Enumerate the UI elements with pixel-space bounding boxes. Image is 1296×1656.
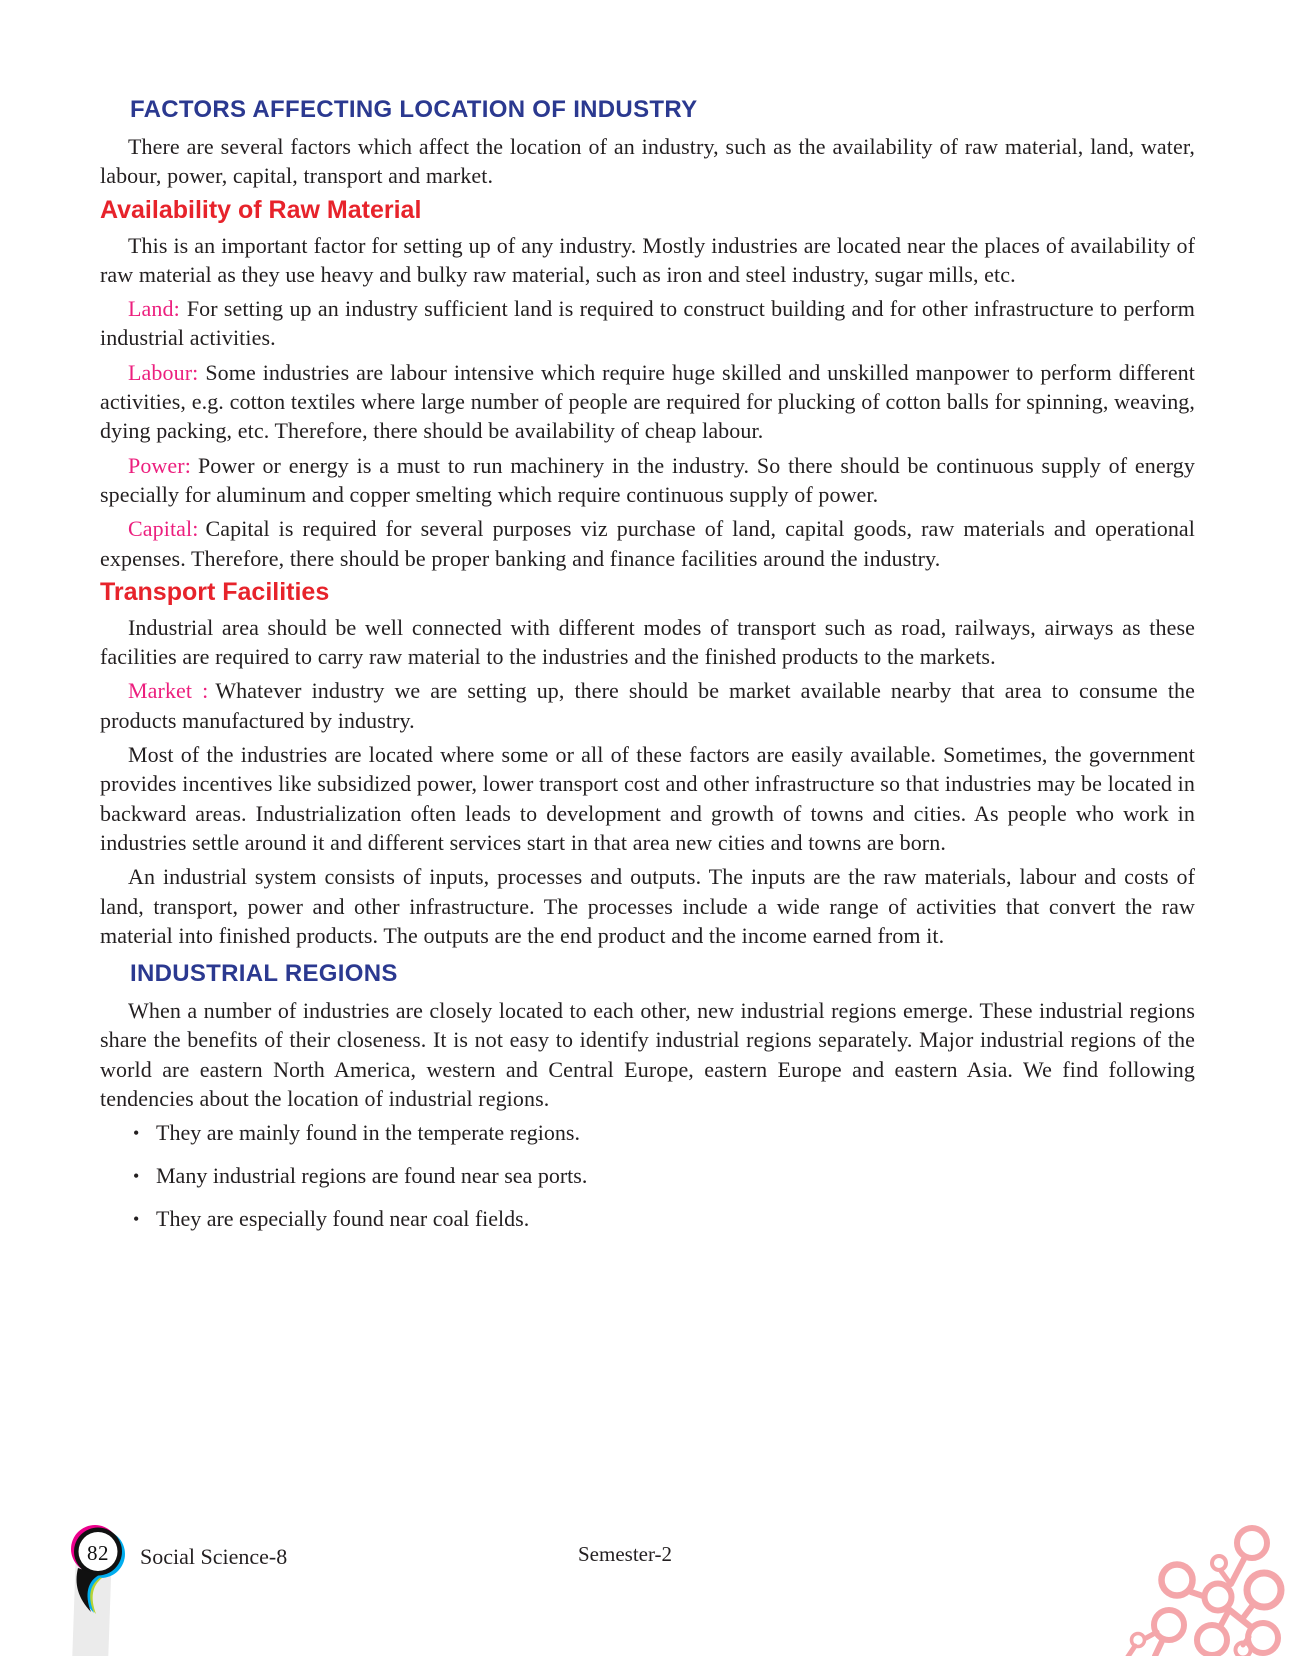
section-heading-factors: FACTORS AFFECTING LOCATION OF INDUSTRY xyxy=(130,96,698,123)
paragraph-labour xyxy=(100,358,1195,446)
paragraph-intro: There are several factors which affect the location of an industry, such as the availability of raw material, land, water, labour, power, capital, transport and market. xyxy=(100,134,1195,189)
page-number: 82 xyxy=(87,1541,109,1565)
lead-capital: Capital: xyxy=(128,516,199,542)
text-land: For setting up an industry sufficient land is required to construct building and for other infrastructure to perform industrial activities. xyxy=(100,296,1195,351)
page-content xyxy=(100,0,1195,1247)
bullet-temperate: • They are mainly found in the temperate regions. xyxy=(133,1118,1195,1148)
regions-bullet-list xyxy=(133,1118,1195,1234)
paragraph-regions-intro: When a number of industries are closely located to each other, new industrial regions emerge. These industrial regions share the benefits of their closeness. It is not easy to identify industrial regions separately. Major industrial regions of the world are eastern North America, western and Central Europe, eastern Europe and eastern Asia. We find following tendencies about the location of industrial regions. xyxy=(100,998,1195,1112)
lead-market: Market : xyxy=(128,678,209,704)
bubbles-decoration-icon xyxy=(1096,1496,1296,1656)
paragraph-market xyxy=(100,676,1195,735)
paragraph-transport: Industrial area should be well connected with different modes of transport such as road, railways, airways as these facilities are required to carry raw material to the industries and the finished products to the markets. xyxy=(100,614,1195,670)
text-power: Power or energy is a must to run machinery in the industry. So there should be continuous supply of energy specially for aluminum and copper smelting which require continuous supply of power. xyxy=(100,452,1195,507)
text-capital: Capital is required for several purposes viz purchase of land, capital goods, raw materials and operational expenses. Therefore, there should be proper banking and finance facilities around the industry. xyxy=(100,516,1195,571)
bullet-sea-ports: • Many industrial regions are found near sea ports. xyxy=(133,1161,1195,1191)
lead-power: Power: xyxy=(128,452,191,478)
paragraph-industrial-system: An industrial system consists of inputs, processes and outputs. The inputs are the raw materials, labour and costs of land, transport, power and other infrastructure. The processes include a wide range of activities that convert the raw material into finished products. The outputs are the end product and the income earned from it. xyxy=(100,864,1195,948)
paragraph-capital xyxy=(100,514,1195,573)
subheading-raw-material: Availability of Raw Material xyxy=(100,195,422,224)
lead-land: Land: xyxy=(128,296,180,322)
lead-labour: Labour: xyxy=(128,359,199,385)
paragraph-factors-summary: Most of the industries are located where some or all of these factors are easily available. Sometimes, the government provides incentives like subsidized power, lower transport cost and other infrastructure so that industries may be located in backward areas. Industrialization often leads to development and growth of towns and cities. As people who work in industries settle around it and different services start in that area new cities and towns are born. xyxy=(100,742,1195,855)
paragraph-power xyxy=(100,451,1195,510)
speech-bubble-icon xyxy=(66,1522,130,1618)
text-market: Whatever industry we are setting up, there should be market available nearby that area to consume the products manufactured by industry. xyxy=(100,678,1195,733)
text-labour: Some industries are labour intensive which require huge skilled and unskilled manpower to perform different activities, e.g. cotton textiles where large number of people are required for plucking of cotton balls for spinning, weaving, dying packing, etc. Therefore, there should be availability of cheap labour. xyxy=(100,359,1195,444)
bullet-coal-fields: • They are especially found near coal fields. xyxy=(133,1204,1195,1234)
footer-book-title: Social Science-8 xyxy=(140,1544,288,1569)
paragraph-raw-material: This is an important factor for setting up of any industry. Mostly industries are located near the places of availability of raw material as they use heavy and bulky raw material, such as iron and steel industry, sugar mills, etc. xyxy=(100,232,1195,287)
page-number-badge xyxy=(66,1522,130,1618)
subheading-transport-facilities: Transport Facilities xyxy=(100,577,330,606)
paragraph-land xyxy=(100,294,1195,353)
footer-semester: Semester-2 xyxy=(578,1542,673,1566)
section-heading-industrial-regions: INDUSTRIAL REGIONS xyxy=(130,960,398,988)
